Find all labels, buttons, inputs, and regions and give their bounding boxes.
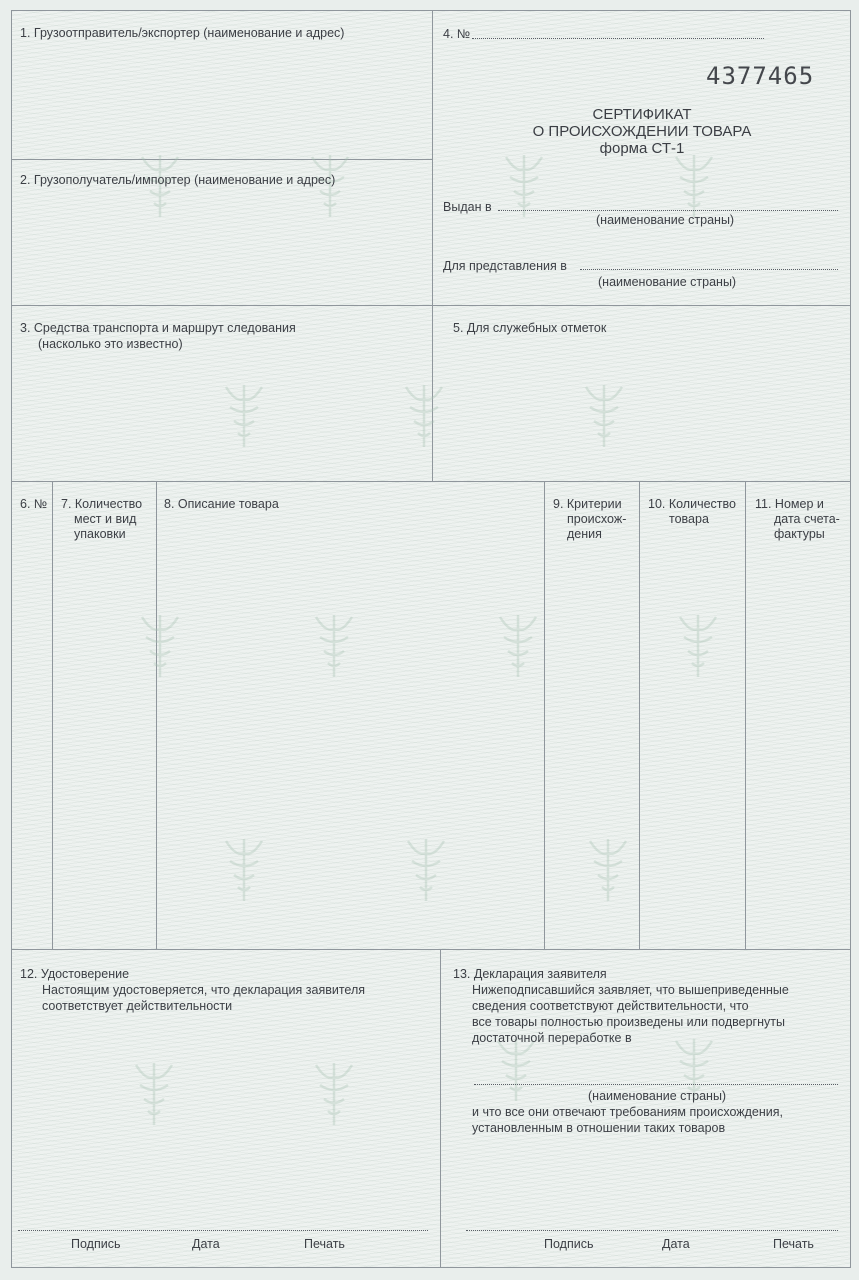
- certificate-serial-number: 4377465: [706, 62, 815, 90]
- caduceus-watermark-icon: [312, 607, 356, 681]
- caduceus-watermark-icon: [402, 377, 446, 451]
- box13-text: достаточной переработке в: [472, 1031, 632, 1045]
- column-header-9-line: дения: [567, 527, 602, 541]
- title-line: СЕРТИФИКАТ: [592, 106, 692, 123]
- box13-text: установленным в отношении таких товаров: [472, 1121, 726, 1135]
- divider: [745, 481, 746, 949]
- box12-signature-line: [18, 1230, 428, 1231]
- divider: [639, 481, 640, 949]
- submitted-to-hint: (наименование страны): [598, 275, 737, 289]
- column-header-9: 9. Критерии: [553, 497, 622, 511]
- divider: [12, 949, 850, 950]
- box12-sign-label: Подпись: [71, 1237, 121, 1251]
- box12-text: Настоящим удостоверяется, что декларация заявителя: [42, 983, 366, 997]
- column-header-11-line: дата счета-: [774, 512, 840, 526]
- column-header-8: 8. Описание товара: [164, 497, 279, 511]
- number-dotted-line: [472, 38, 764, 39]
- box5-label: 5. Для служебных отметок: [453, 321, 607, 335]
- certificate-form: [11, 10, 851, 1268]
- divider: [156, 481, 157, 949]
- caduceus-watermark-icon: [222, 831, 266, 905]
- title-line: О ПРОИСХОЖДЕНИИ ТОВАРА: [532, 123, 752, 140]
- caduceus-watermark-icon: [586, 831, 630, 905]
- box13-country-hint: (наименование страны): [588, 1089, 727, 1103]
- caduceus-watermark-icon: [676, 607, 720, 681]
- caduceus-watermark-icon: [312, 1055, 356, 1129]
- column-header-7-line: мест и вид: [74, 512, 137, 526]
- caduceus-watermark-icon: [132, 1055, 176, 1129]
- column-header-10-line: товара: [669, 512, 709, 526]
- box3-label: 3. Средства транспорта и маршрут следования: [20, 321, 296, 335]
- column-header-11: 11. Номер и: [755, 497, 824, 511]
- box13-title: 13. Декларация заявителя: [453, 967, 607, 981]
- box13-date-label: Дата: [662, 1237, 690, 1251]
- box13-sign-label: Подпись: [544, 1237, 594, 1251]
- box12-stamp-label: Печать: [304, 1237, 345, 1251]
- box12-date-label: Дата: [192, 1237, 220, 1251]
- column-header-6: 6. №: [20, 497, 48, 511]
- box12-text: соответствует действительности: [42, 999, 233, 1013]
- divider: [440, 949, 441, 1267]
- column-header-7-line: упаковки: [74, 527, 126, 541]
- certificate-title: [432, 106, 852, 157]
- caduceus-watermark-icon: [222, 377, 266, 451]
- caduceus-watermark-icon: [404, 831, 448, 905]
- caduceus-watermark-icon: [138, 607, 182, 681]
- box13-signature-line: [466, 1230, 838, 1231]
- submitted-to-dotted-line: [580, 269, 838, 270]
- divider: [12, 159, 432, 160]
- box2-label: 2. Грузополучатель/импортер (наименование и адрес): [20, 173, 336, 187]
- box12-title: 12. Удостоверение: [20, 967, 130, 981]
- column-header-11-line: фактуры: [774, 527, 825, 541]
- column-header-10: 10. Количество: [648, 497, 736, 511]
- column-header-9-line: происхож-: [567, 512, 627, 526]
- box13-text: сведения соответствуют действительности, что: [472, 999, 749, 1013]
- issued-in-dotted-line: [498, 210, 838, 211]
- box3-sublabel: (насколько это известно): [38, 337, 183, 351]
- box13-text: и что все они отвечают требованиям происхождения,: [472, 1105, 783, 1119]
- divider: [12, 481, 850, 482]
- caduceus-watermark-icon: [582, 377, 626, 451]
- box13-country-dotted-line: [474, 1084, 838, 1085]
- divider: [544, 481, 545, 949]
- box4-number-label: 4. №: [443, 27, 471, 41]
- title-line: форма СТ-1: [599, 140, 685, 157]
- box13-text: все товары полностью произведены или подвергнуты: [472, 1015, 785, 1029]
- divider: [12, 305, 850, 306]
- divider: [52, 481, 53, 949]
- box13-text: Нижеподписавшийся заявляет, что вышеприведенные: [472, 983, 789, 997]
- box13-stamp-label: Печать: [773, 1237, 814, 1251]
- column-header-7: 7. Количество: [61, 497, 143, 511]
- issued-in-hint: (наименование страны): [596, 213, 735, 227]
- box1-label: 1. Грузоотправитель/экспортер (наименование и адрес): [20, 26, 345, 40]
- submitted-to-label: Для представления в: [443, 259, 567, 273]
- caduceus-watermark-icon: [496, 607, 540, 681]
- issued-in-label: Выдан в: [443, 200, 492, 214]
